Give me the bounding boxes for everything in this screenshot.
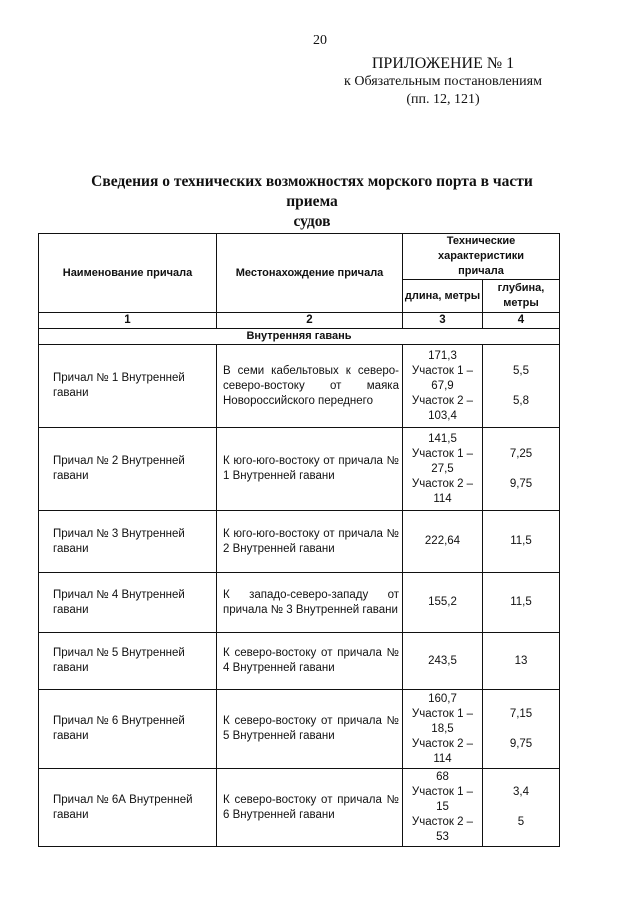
- appendix-title: ПРИЛОЖЕНИЕ № 1: [371, 55, 515, 72]
- berth-length: 243,5: [403, 633, 483, 690]
- column-number: 1: [39, 313, 217, 329]
- length-section-label: Участок 2 –: [411, 737, 474, 750]
- document-title-line-2: судов: [293, 213, 331, 230]
- berth-name: Причал № 6 Внутренней гавани: [39, 690, 217, 769]
- table-row: [39, 428, 560, 511]
- depth-value: 7,15: [509, 707, 533, 720]
- table-row: [39, 573, 560, 633]
- length-section-label: Участок 2 –: [411, 394, 474, 407]
- length-section-label: Участок 1 –: [411, 447, 474, 460]
- berth-length: [403, 345, 483, 428]
- header-berth-location: Местонахождение причала: [217, 234, 403, 313]
- length-section-value: 114: [433, 492, 452, 505]
- berth-name: Причал № 6А Внутренней гавани: [39, 769, 217, 847]
- berth-length: [403, 690, 483, 769]
- berth-depth: [483, 345, 560, 428]
- header-depth: глубина, метры: [483, 280, 560, 313]
- length-section-value: 67,9: [431, 379, 454, 392]
- berth-name: Причал № 5 Внутренней гавани: [39, 633, 217, 690]
- length-section-value: 114: [433, 752, 452, 765]
- berth-length: [403, 428, 483, 511]
- table-row: [39, 769, 560, 847]
- document-title: [64, 172, 560, 232]
- page-number: 20: [313, 33, 327, 48]
- column-number: 2: [217, 313, 403, 329]
- berth-length: 222,64: [403, 511, 483, 573]
- berth-location: В семи кабельтовых к северо-северо-востоку от маяка Новороссийского переднего: [217, 345, 403, 428]
- depth-value: 7,25: [509, 447, 533, 460]
- header-tech-characteristics: Технические характеристики причала: [403, 234, 560, 280]
- table-row: [39, 511, 560, 573]
- berth-length: [403, 769, 483, 847]
- appendix-reference: (пп. 12, 121): [406, 92, 480, 107]
- berth-location: К северо-востоку от причала № 4 Внутренней гавани: [217, 633, 403, 690]
- document-title-line-1: Сведения о технических возможностях морского порта в части приема: [91, 173, 533, 210]
- column-number: 4: [483, 313, 560, 329]
- table-row: [39, 633, 560, 690]
- depth-value: 5: [517, 816, 525, 828]
- length-section-value: 53: [436, 831, 449, 843]
- table-row: [39, 345, 560, 428]
- column-numbers-row: [39, 313, 560, 329]
- appendix-header: [318, 54, 568, 109]
- header-row: [39, 234, 560, 280]
- length-section-label: Участок 2 –: [411, 477, 474, 490]
- section-title: Внутренняя гавань: [39, 329, 560, 345]
- berth-length: 155,2: [403, 573, 483, 633]
- berth-depth: [483, 690, 560, 769]
- berth-name: Причал № 2 Внутренней гавани: [39, 428, 217, 511]
- berth-depth: [483, 769, 560, 847]
- length-section-label: Участок 1 –: [411, 364, 474, 377]
- berth-location: К юго-юго-востоку от причала № 1 Внутренней гавани: [217, 428, 403, 511]
- length-section-label: Участок 1 –: [411, 786, 474, 798]
- berth-location: К северо-востоку от причала № 6 Внутренней гавани: [217, 769, 403, 847]
- depth-value: 9,75: [509, 477, 533, 490]
- berth-depth: 11,5: [483, 573, 560, 633]
- length-section-value: 103,4: [428, 409, 457, 422]
- berth-depth: [483, 428, 560, 511]
- length-section-value: 15: [436, 801, 449, 813]
- berth-location: К юго-юго-востоку от причала № 2 Внутренней гавани: [217, 511, 403, 573]
- berth-name: Причал № 1 Внутренней гавани: [39, 345, 217, 428]
- depth-value: 9,75: [509, 737, 533, 750]
- section-row: [39, 329, 560, 345]
- length-section-label: Участок 2 –: [411, 816, 474, 828]
- berth-location: К западо-северо-западу от причала № 3 Внутренней гавани: [217, 573, 403, 633]
- length-total: 171,3: [428, 349, 457, 362]
- berths-table: [38, 233, 560, 847]
- berth-location: К северо-востоку от причала № 5 Внутренней гавани: [217, 690, 403, 769]
- depth-value: 3,4: [513, 786, 529, 798]
- header-length: длина, метры: [403, 280, 483, 313]
- length-total: 68: [436, 771, 449, 783]
- appendix-subtitle: к Обязательным постановлениям: [344, 74, 542, 89]
- length-total: 160,7: [428, 692, 457, 705]
- berth-depth: 11,5: [483, 511, 560, 573]
- length-section-value: 18,5: [431, 722, 454, 735]
- depth-value: 5,5: [513, 364, 529, 377]
- berth-depth: 13: [483, 633, 560, 690]
- berth-name: Причал № 3 Внутренней гавани: [39, 511, 217, 573]
- berth-name: Причал № 4 Внутренней гавани: [39, 573, 217, 633]
- header-berth-name: Наименование причала: [39, 234, 217, 313]
- depth-value: 5,8: [513, 394, 529, 407]
- length-section-value: 27,5: [431, 462, 454, 475]
- length-total: 141,5: [428, 432, 457, 445]
- column-number: 3: [403, 313, 483, 329]
- table-row: [39, 690, 560, 769]
- length-section-label: Участок 1 –: [411, 707, 474, 720]
